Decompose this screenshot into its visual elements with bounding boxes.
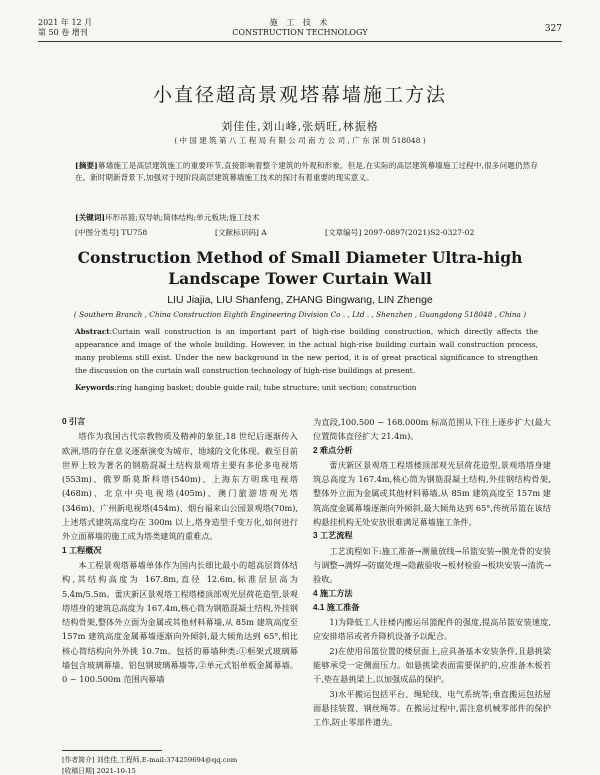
section-heading-process: 3 工艺流程: [313, 531, 353, 541]
body-column-left: [62, 415, 298, 687]
paragraph-overview: 本工程景观塔幕墙单体作为国内长细比最小的超高层筒体结构,其结构高度为 167.8m,直径 12.6m,标准层层高为 5.4m/5.5m。蕾庆新区景观塔工程塔楼顶部观光层荷花造型,景观塔塔身的建筑总高度为 167.4m,核心筒为钢筋混凝土结构,外挂钢结构骨架,整体外立面为金属或其他材料幕墙,从 85m 建筑高度至 157m 建筑高度金属幕墙逐渐向外倾斜,最大倾角达到 65°,相比核心筒结构向外外挑 10.7m。包括的幕墙种类:①框架式玻璃幕墙包含玻璃幕墙、铝包钢玻璃幕墙等,②单元式铝单板金属幕墙。0 ~ 100.500m 范围内幕墙: [62, 559, 298, 685]
affiliation-cn: ( 中 国 建 筑 第 八 工 程 局 有 限 公 司 南 方 公 司 , 广 东 深 圳 518048 ): [174, 136, 426, 145]
affiliation-en: ( Southern Branch , China Construction Eighth Engineering Division Co . , Ltd . , Shenzhen , Guangdong 518048 , China ): [73, 310, 527, 319]
footnote-author: [作者简介] 刘佳佳,工程师,E-mail:374259694@qq.com: [62, 756, 238, 764]
title-en-line-1: Construction Method of Small Diameter Ultra-high: [77, 248, 523, 267]
footnote-divider: [62, 750, 162, 751]
abstract-cn-text: 幕墙施工是高层建筑施工的重要环节,直接影响着整个建筑的外观和形象。但是,在实际的高层建筑幕墙施工过程中,很多问题仍然存在。新时期新背景下,加强对于现阶段高层建筑幕墙施工技术的探讨有着重要的现实意义。: [75, 161, 538, 182]
paragraph-process: 工艺流程如下:施工准备→测量放线→吊篮安装→膜龙骨的安装与调整→满焊→防腐处理→隐蔽验收→板材检验→板块安装→清洗→验收。: [313, 545, 551, 585]
keywords-en: [75, 383, 538, 392]
keywords-cn: [75, 212, 538, 223]
section-heading-intro: 0 引言: [62, 417, 86, 426]
abstract-en: [75, 325, 538, 377]
paragraph-prep-1: 1)为降低工人往楼内搬运吊篮配件的强度,提高吊篮安装速度,应安排塔吊或者升降机设备予以配合。: [313, 617, 551, 642]
issue-volume: 第 50 卷 增刊: [38, 28, 88, 37]
paragraph-difficulty: 蕾庆新区景观塔工程塔楼顶部观光层荷花造型,景观塔塔身建筑总高度为 167.4m,核心筒为钢筋混凝土结构,外挂钢结构骨架,整体外立面为金属或其他材料幕墙,从 85m 建筑高度至 157m 建筑高度金属幕墙逐渐向外倾斜,最大倾角达到 65°,传统吊篮在该结构悬挂机构无处安放很难满足幕墙施工条件。: [313, 459, 551, 528]
journal-name-en: CONSTRUCTION TECHNOLOGY: [232, 28, 368, 37]
paragraph-continued: 为直段,100.500 ~ 168.000m 标高范围从下往上逐步扩大(最大位置简体直径扩大 21.4m)。: [313, 417, 551, 442]
article-number: [文章编号] 2097-0897(2021)S2-0327-02: [325, 228, 475, 237]
paragraph-prep-3: 3)水平搬运包括平台、绳轮线、电气系统等;垂直搬运包括屋面悬挂装置、钢丝绳等。在搬运过程中,需注意机械零部件的保护工作,防止零部件遗失。: [313, 688, 551, 728]
keywords-en-text: :ring hanging basket; double guide rail; tube structure; unit section; construction: [114, 383, 417, 392]
section-heading-overview: 1 工程概况: [62, 545, 102, 555]
paragraph-prep-2: 2)在使用吊篮位置的楼层面上,应具备基本安装条件,且悬挑梁能够承受一定侧面压力。如悬挑梁表面需要保护的,应准备木板若干,垫在悬挑梁上,以加强成品的保护。: [313, 645, 551, 685]
keywords-en-label: Keywords: [75, 383, 115, 392]
issue-date: 2021 年 12 月: [38, 18, 93, 27]
abstract-en-text: :Curtain wall construction is an important part of high-rise building construction, which directly affects the appearance and image of the whole building. However, in the actual high-rise building curtain wall construction process, many problems still exist. Under the new background in the new period, it is of great practical significance to strengthen the discussion on the curtain wall construction technology of high-rise buildings at present.: [75, 327, 538, 375]
authors-cn: 刘佳佳,刘山峰,张炳旺,林振格: [221, 120, 379, 133]
paragraph-intro: 塔作为我国古代宗教物质及精神的象征,18 世纪后逐渐传入欧洲,塔的存在意义逐渐演变为城市、地域的文化体现。截至目前世界上较为著名的钢筋混凝土结构景观塔主要有多伦多电视塔(553m)、俄罗斯莫斯科塔(540m)、上海东方明珠电视塔(468m)、北京中央电视塔(405m)、澳门旅游塔观光塔(346m)、广州新电视塔(454m)、烟台福来山公园景观塔(70m),上述塔式建筑高度均在 300m 以上,塔身造型千变万化,如何进行外立面幕墙的施工成为塔类建筑的重难点。: [62, 431, 298, 542]
footnote-received: [收稿日期] 2021-10-15: [62, 767, 136, 775]
journal-name-cn: 施 工 技 术: [269, 18, 331, 27]
abstract-en-label: Abstract: [75, 327, 110, 336]
keywords-cn-text: 环形吊篮;双导轨;简体结构;单元板块;施工技术: [104, 213, 260, 222]
body-column-right: [313, 415, 551, 730]
title-en-line-2: Landscape Tower Curtain Wall: [168, 269, 432, 288]
clc-number: [中图分类号] TU758: [75, 228, 148, 237]
page-number: 327: [544, 24, 562, 34]
journal-name: [38, 18, 562, 38]
authors-en: LIU Jiajia, LIU Shanfeng, ZHANG Bingwang, LIN Zhenge: [167, 294, 433, 306]
abstract-cn: [75, 160, 538, 184]
document-code: [文献标识码] A: [215, 228, 267, 237]
section-heading-difficulty: 2 难点分析: [313, 445, 353, 455]
running-header: [38, 18, 562, 40]
article-title-cn: 小直径超高景观塔幕墙施工方法: [152, 84, 447, 106]
section-heading-method: 4 施工方法: [313, 588, 353, 598]
article-title-en: [0, 247, 600, 289]
abstract-cn-label: [摘要]: [75, 161, 98, 170]
header-divider: [38, 41, 562, 42]
keywords-cn-label: [关键词]: [75, 213, 105, 222]
subsection-heading-prep: 4.1 施工准备: [313, 602, 360, 612]
